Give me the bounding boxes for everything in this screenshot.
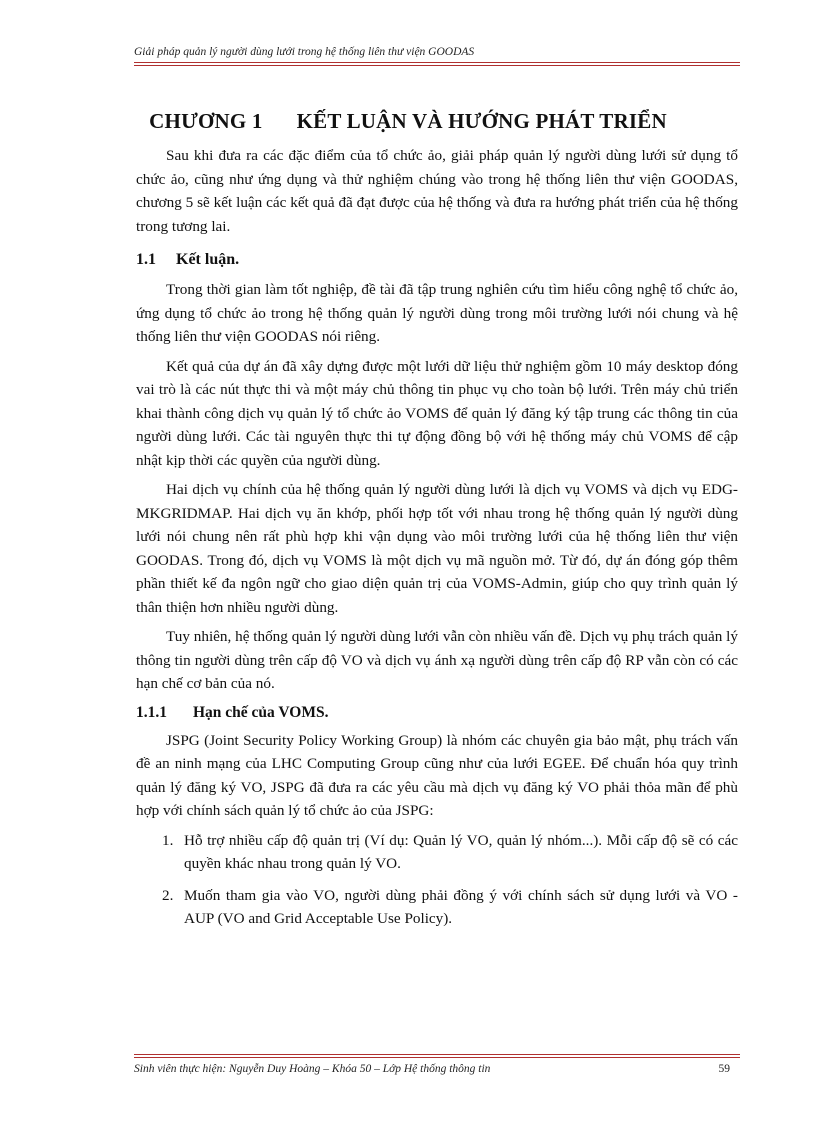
list-item-text: Hỗ trợ nhiều cấp độ quản trị (Ví dụ: Quản lý VO, quản lý nhóm...). Mỗi cấp độ sẽ có các quyền khác nhau trong quản lý VO.: [184, 831, 738, 872]
page-body: [136, 144, 738, 939]
paragraph-jspg: JSPG (Joint Security Policy Working Group) là nhóm các chuyên gia bảo mật, phụ trách vấn đề an ninh mạng của LHC Computing Group cũng như của lưới EGEE. Để chuẩn hóa quy trình quản lý đăng ký VO, JSPG đã đưa ra các yêu cầu mà dịch vụ đăng ký VO phải thỏa mãn để phù hợp với chính sách quản lý tổ chức ảo của JSPG:: [136, 731, 738, 819]
chapter-heading: KẾT LUẬN VÀ HƯỚNG PHÁT TRIỂN: [296, 109, 667, 133]
page-footer: [134, 1063, 740, 1075]
chapter-title: [0, 109, 816, 134]
list-item: [136, 884, 738, 931]
section-number: 1.1: [136, 251, 156, 268]
list-item-text: Muốn tham gia vào VO, người dùng phải đồng ý với chính sách sử dụng lưới và VO - AUP (VO and Grid Acceptable Use Policy).: [184, 886, 738, 927]
page-header: Giải pháp quản lý người dùng lưới trong hệ thống liên thư viện GOODAS: [134, 46, 475, 58]
section-title: Kết luận.: [176, 251, 240, 268]
subsection-title: Hạn chế của VOMS.: [193, 703, 329, 721]
chapter-number: CHƯƠNG 1: [149, 109, 263, 133]
paragraph-1: Trong thời gian làm tốt nghiệp, đề tài đã tập trung nghiên cứu tìm hiểu công nghệ tổ chức ảo, ứng dụng tổ chức ảo trong hệ thống quản lý người dùng trong môi trường lưới nói chung và hệ thống liên thư viện GOODAS nói riêng.: [136, 281, 738, 345]
list-marker: 1.: [162, 831, 174, 849]
section-heading-1-1-1: [136, 704, 738, 722]
paragraph-4: Tuy nhiên, hệ thống quản lý người dùng lưới vẫn còn nhiều vấn đề. Dịch vụ phụ trách quản lý thông tin người dùng trên cấp độ VO và dịch vụ ánh xạ người dùng trên cấp độ RP vẫn còn có các hạn chế cơ bản của nó.: [136, 628, 738, 692]
subsection-number: 1.1.1: [136, 703, 167, 721]
footer-text: Sinh viên thực hiện: Nguyễn Duy Hoàng – Khóa 50 – Lớp Hệ thống thông tin: [134, 1063, 491, 1075]
paragraph-2: Kết quả của dự án đã xây dựng được một lưới dữ liệu thử nghiệm gồm 10 máy desktop đóng vai trò là các nút thực thi và một máy chủ thông tin phục vụ cho toàn bộ lưới. Trên máy chủ triển khai thành công dịch vụ quản lý tổ chức ảo VOMS để quản lý đăng ký tập trung các thông tin của người dùng lưới. Các tài nguyên thực thi tự động đồng bộ với hệ thống máy chủ VOMS để cập nhật kịp thời các quyền của người dùng.: [136, 357, 738, 469]
intro-paragraph: Sau khi đưa ra các đặc điểm của tổ chức ảo, giải pháp quản lý người dùng lưới sử dụng tổ chức ảo, cũng như ứng dụng và thử nghiệm chúng vào trong hệ thống liên thư viện GOODAS, chương 5 sẽ kết luận các kết quả đã đạt được của hệ thống và đưa ra hướng phát triển của hệ thống trong tương lai.: [136, 147, 738, 235]
header-rule: [134, 62, 740, 66]
paragraph-3: Hai dịch vụ chính của hệ thống quản lý người dùng lưới là dịch vụ VOMS và dịch vụ EDG-MKGRIDMAP. Hai dịch vụ ăn khớp, phối hợp tốt với nhau trong hệ thống quản lý người dùng lưới nói chung nên rất phù hợp khi vận dụng vào môi trường lưới của hệ thống liên thư viện GOODAS. Trong đó, dịch vụ VOMS là một dịch vụ mã nguồn mở. Từ đó, dự án đóng góp thêm phần thiết kế đa ngôn ngữ cho giao diện quản trị của VOMS-Admin, giúp cho quy trình quản lý thân thiện hơn nhiều người dùng.: [136, 481, 738, 616]
section-heading-1-1: [136, 251, 738, 269]
list-marker: 2.: [162, 886, 174, 904]
requirements-list: [136, 829, 738, 931]
footer-rule: [134, 1054, 740, 1058]
page-number: 59: [718, 1063, 730, 1075]
list-item: [136, 829, 738, 876]
